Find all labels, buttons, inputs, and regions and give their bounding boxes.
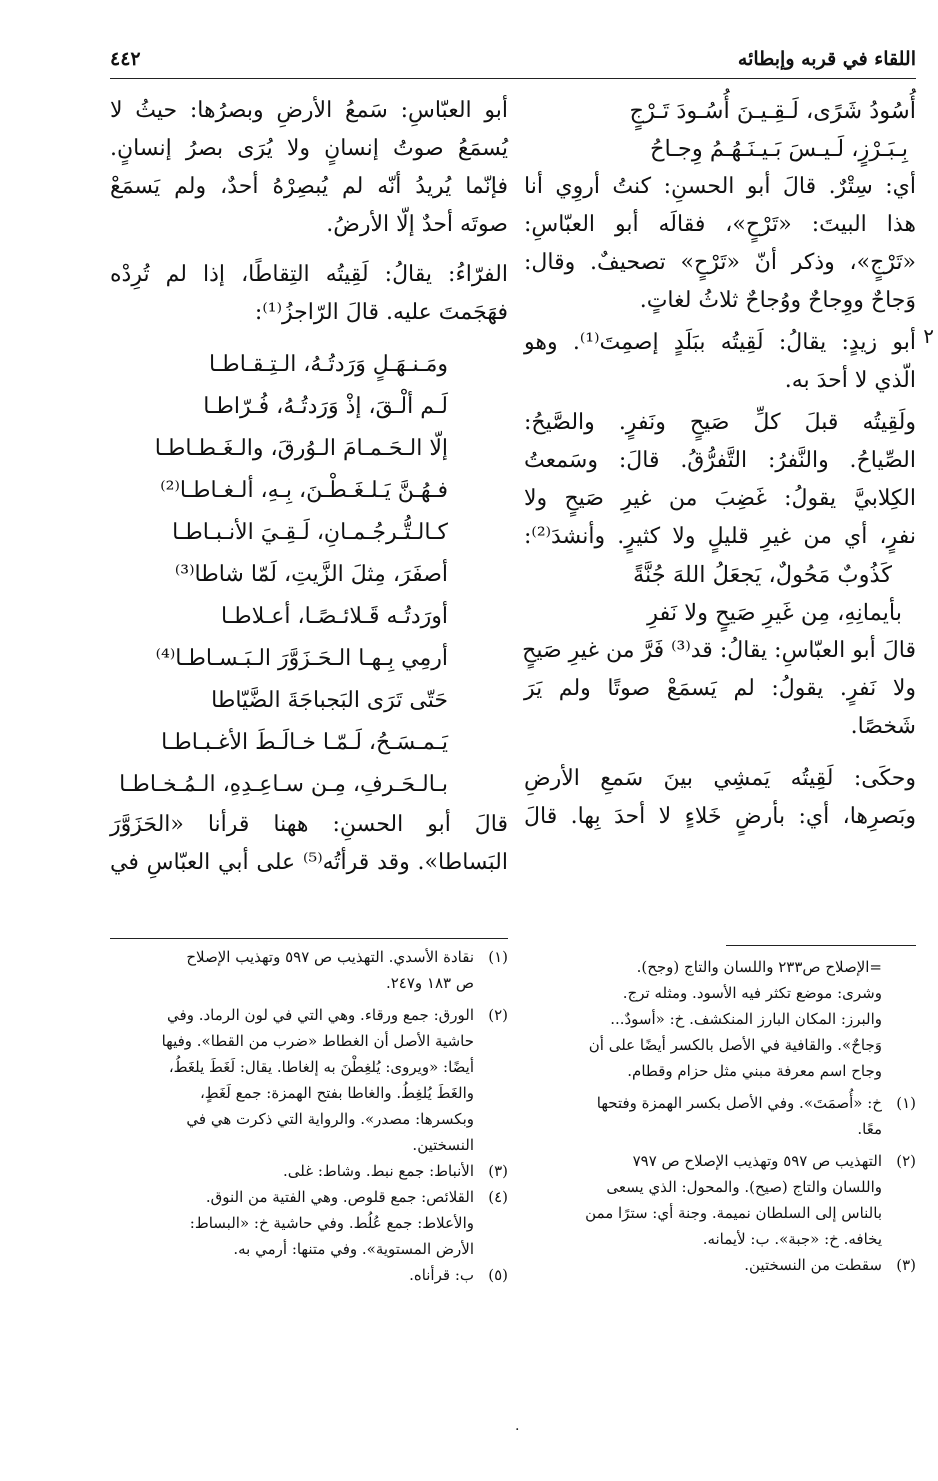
footnote-line: التهذيب ص ٥٩٧ وتهذيب الإصلاح ص ٧٩٧: [632, 1152, 882, 1170]
text-line: هذا البيتَ: «تَرْحٍ»، فقالَه أبو العبّاسِ:: [524, 212, 916, 237]
poem-line: يَـمـسَـحُ، لَـمّـا خـالَـطَ الأغـبـاطـا: [161, 730, 448, 755]
paragraph: [110, 92, 508, 244]
footnote: [110, 1184, 508, 1262]
text-line: وحكَى: لَقِيتُه يَمشِي بينَ سَمعِ الأرضِ: [524, 766, 916, 791]
text-line: أبو زيدٍ: يقالُ: لَقِيتُه ببَلَدٍ إصمِتَ⁽¹⁾. وهو: [524, 330, 917, 355]
running-title: اللقاء في قربه وإبطائه: [737, 48, 916, 70]
text-line: قالَ أبو الحسنِ: ههنا قرأنا «الحَزَوَّرَ: [110, 812, 508, 837]
footnote-rule: [726, 945, 916, 946]
footnote-line: واللسان والتاج (صيح). والمحول: الذي يسعى: [606, 1178, 882, 1196]
poem-line: أورَدتُـه قَـلائـصًـا، أعـلاطـا: [221, 604, 448, 629]
footnote-number: (٢): [896, 1152, 916, 1170]
footnote-line: يخافه. خ: «جبة». ب: لأيمانه.: [702, 1230, 882, 1248]
section-number: ٢: [923, 324, 934, 348]
poem-line: كـالـتُّـرجُـمـانِ، لَـقِـيَ الأنـبـاطـا: [172, 520, 448, 545]
text-line: الكِلابيَّ يقولُ: غَضِبَ من غيرِ صَيحٍ ولا: [524, 486, 916, 511]
footnote-line: بالناس إلى السلطان نميمة. وجنة أي: سترًا ممن: [585, 1204, 882, 1222]
verse-a: [524, 92, 916, 168]
paragraph: [110, 256, 508, 332]
footnote: [524, 1090, 916, 1142]
paragraph: [524, 760, 916, 836]
verse-b: [524, 556, 916, 632]
footnote-line: حاشية الأصل أن الغطاط «ضرب من القطا». وفيها: [161, 1032, 474, 1050]
footnote-number: (٤): [488, 1188, 508, 1206]
poem-line: أرمِي بِـهـا الـحَـزَوَّرَ الـبَـسـاطـا⁽⁴⁾: [155, 646, 448, 671]
poem-line: أصفَرَ، مِثلَ الزَّيتِ، لَمّا شاطا⁽³⁾: [174, 562, 448, 587]
footnote: [110, 1158, 508, 1184]
text-line: الّذي لا أحدَ به.: [784, 368, 916, 393]
verse-line: كَذُوبٌ مَحُولٌ، يَجعَلُ اللهَ جُنَّةً: [632, 562, 892, 588]
right-column: [522, 92, 934, 836]
footnote-line: خ: «أُصمَتَ». وفي الأصل بكسر الهمزة وفتحها: [596, 1094, 882, 1112]
text-line: الصِّياحُ. والنَّفرُ: التَّفرُّقُ. قالَ: وسَمعتُ: [524, 448, 916, 473]
footnote-line: أيضًا: «ويروى: يُلغِطْنَ به إلغاطا. يقال: لَغَطَ يلغَطُ،: [168, 1058, 474, 1076]
text-line: قالَ أبو العبّاسِ: يقالُ: قد⁽³⁾ فَرَّ من غيرِ صَيحٍ: [522, 638, 916, 663]
poem: [110, 344, 508, 806]
text-line: شَخصًا.: [850, 714, 916, 739]
paragraph: [524, 404, 916, 556]
footnote-number: (٣): [896, 1256, 916, 1274]
footnote-rule: [110, 938, 508, 939]
poem-line: ومَـنـهَـلٍ وَرَدتُـهُ، الـتِـقـاطـا: [209, 352, 448, 377]
footnote-continuation: [524, 954, 916, 1084]
poem-line: فـهُـنَّ يَـلـغَـطْـنَ، بِـهِ، ألـغـاطـا⁽²⁾: [160, 478, 448, 503]
footnote-line: والبرز: المكان البارز المنكشف. خ: «أسودٌ...: [610, 1010, 882, 1028]
text-line: أي: سِتْرٌ. قالَ أبو الحسنِ: كنتُ أروِي أنا: [524, 174, 916, 199]
footnote-line: القلائص: جمع قلوص. وهي الفتية من النوق.: [205, 1188, 474, 1206]
footnote-line: ب: قرأناه.: [409, 1266, 474, 1284]
text-line: البَساطا». وقد قرأتُه⁽⁵⁾ على أبي العبّاسِ في: [110, 850, 508, 875]
poem-line: لَـم ألْـقَ، إذْ وَرَدتُـهُ، فُـرّاطـا: [203, 394, 448, 419]
left-column: [110, 92, 508, 882]
text-line: وَجاحٌ ووِجاحٌ ووُجاحٌ ثلاثُ لغاتٍ.: [639, 288, 916, 313]
footnote-line: والغَطَ يُلغِطُ. والغاطا بفتح الهمزة: جمع لَغَطٍ،: [199, 1084, 474, 1102]
text-line: أبو العبّاسِ: سَمعُ الأرضِ وبصرُها: حيثُ لا: [110, 98, 508, 123]
footnote: [110, 1262, 508, 1288]
poem-line: إلّا الـحَـمـامَ الـوُرقَ، والـغَـطـاطـا: [154, 436, 448, 461]
text-line: الفرّاءُ: يقالُ: لَقِيتُه التِقاطًا، إذا لم تُرِدْه: [110, 262, 508, 287]
footnote-line: وَجاحٌ». والقافية في الأصل بالكسر أيضًا على أن: [588, 1036, 882, 1054]
page-mark: .: [515, 1418, 520, 1434]
footnote-number: (٢): [488, 1006, 508, 1024]
footnote: [110, 944, 508, 996]
verse-line: بِـبَـرْزٍ، لَـيـسَ بَـيـنَـهُـمُ وِجـاحُ: [649, 136, 908, 162]
text-line: صوتَه أحدٌ إلّا الأرضُ.: [326, 212, 508, 237]
footnote-line: الأنباط: جمع نبط. وشاط: غلى.: [282, 1162, 474, 1180]
footnote-line: الورق: جمع ورقاء. وهي التي في لون الرماد. وفي: [167, 1006, 474, 1024]
paragraph: [524, 168, 916, 320]
poem-line: حَتّى تَرَى البَجباجَةَ الضَّيّاطا: [211, 688, 448, 713]
text-line: يُسمَعُ صوتُ إنسانٍ ولا يُرَى بصرُ إنسانٍ.: [110, 136, 508, 161]
footnote-line: الأرض المستوية». وفي متنها: أرمي به.: [233, 1240, 474, 1258]
footnote-number: (١): [488, 948, 508, 966]
verse-line: بأيمانِهِ، مِن غَيرِ صَيحٍ ولا نَفرِ: [647, 600, 902, 626]
page-number: ٤٤٢: [110, 48, 141, 70]
footnote-line: ص ١٨٣ و٢٤٧.: [385, 974, 474, 992]
footnote: [524, 1252, 916, 1278]
text-line: نفرٍ، أي من غيرِ قليلٍ ولا كثيرٍ. وأنشدَ⁽²⁾:: [524, 524, 916, 549]
footnote-line: وشرى: موضع تكثر فيه الأسود. ومثله ترج.: [622, 984, 882, 1002]
footnote-line: نقادة الأسدي. التهذيب ص ٥٩٧ وتهذيب الإصلاح: [186, 948, 474, 966]
footnote: [524, 1148, 916, 1252]
paragraph: [110, 806, 508, 882]
text-line: ولا نَفرٍ. يقولُ: لم يَسمَعْ صوتًا ولم يَرَ: [524, 676, 916, 701]
text-line: وبَصرِها، أي: بأرضٍ خَلاءٍ لا أحدَ بِها. قالَ: [524, 804, 916, 829]
footnotes-left: [110, 944, 508, 1288]
page-header: [110, 40, 916, 79]
text-line: فهَجَمتَ عليه. قالَ الرّاجزُ⁽¹⁾:: [254, 300, 508, 325]
footnote: [110, 1002, 508, 1158]
footnote-line: =الإصلاح ص٢٣٣ واللسان والتاج (وجح).: [636, 958, 882, 976]
footnote-line: النسختين.: [412, 1136, 474, 1154]
footnote-line: وبكسرها: مصدر». والرواية التي ذكرت هي في: [186, 1110, 474, 1128]
text-line: «تَرْجٍ»، وذكر أنّ «تَرْحٍ» تصحيفٌ. وقال:: [524, 250, 916, 275]
footnote-line: وجاح اسم معرفة مبني مثل حزام وقطام.: [627, 1062, 882, 1080]
footnotes-right: [524, 954, 916, 1278]
text-line: فإنّما يُريدُ أنّه لم يُبصِرْهُ أحدٌ، ولم يَسمَعْ: [110, 174, 508, 199]
footnote-line: والأعلاط: جمع عُلُط. وفي حاشية خ: «البساط:: [189, 1214, 474, 1232]
footnote-number: (٣): [488, 1162, 508, 1180]
footnote-number: (٥): [488, 1266, 508, 1284]
poem-line: بـالـحَـرفِ، مِـن سـاعِـدِهِ، الـمُـخـاطـا: [119, 772, 448, 797]
text-line: ولَقِيتُه قبلَ كلِّ صَيحٍ ونَفرٍ. والصَّيحُ:: [524, 410, 916, 435]
footnote-number: (١): [896, 1094, 916, 1112]
footnote-line: سقطت من النسختين.: [744, 1256, 882, 1274]
verse-line: أُسُودُ شَرًى، لَـقِـيـنَ أُسُـودَ تَـرْجٍ: [629, 98, 916, 124]
paragraph: [524, 632, 916, 746]
footnote-line: معًا.: [857, 1120, 882, 1138]
paragraph: [524, 324, 934, 400]
